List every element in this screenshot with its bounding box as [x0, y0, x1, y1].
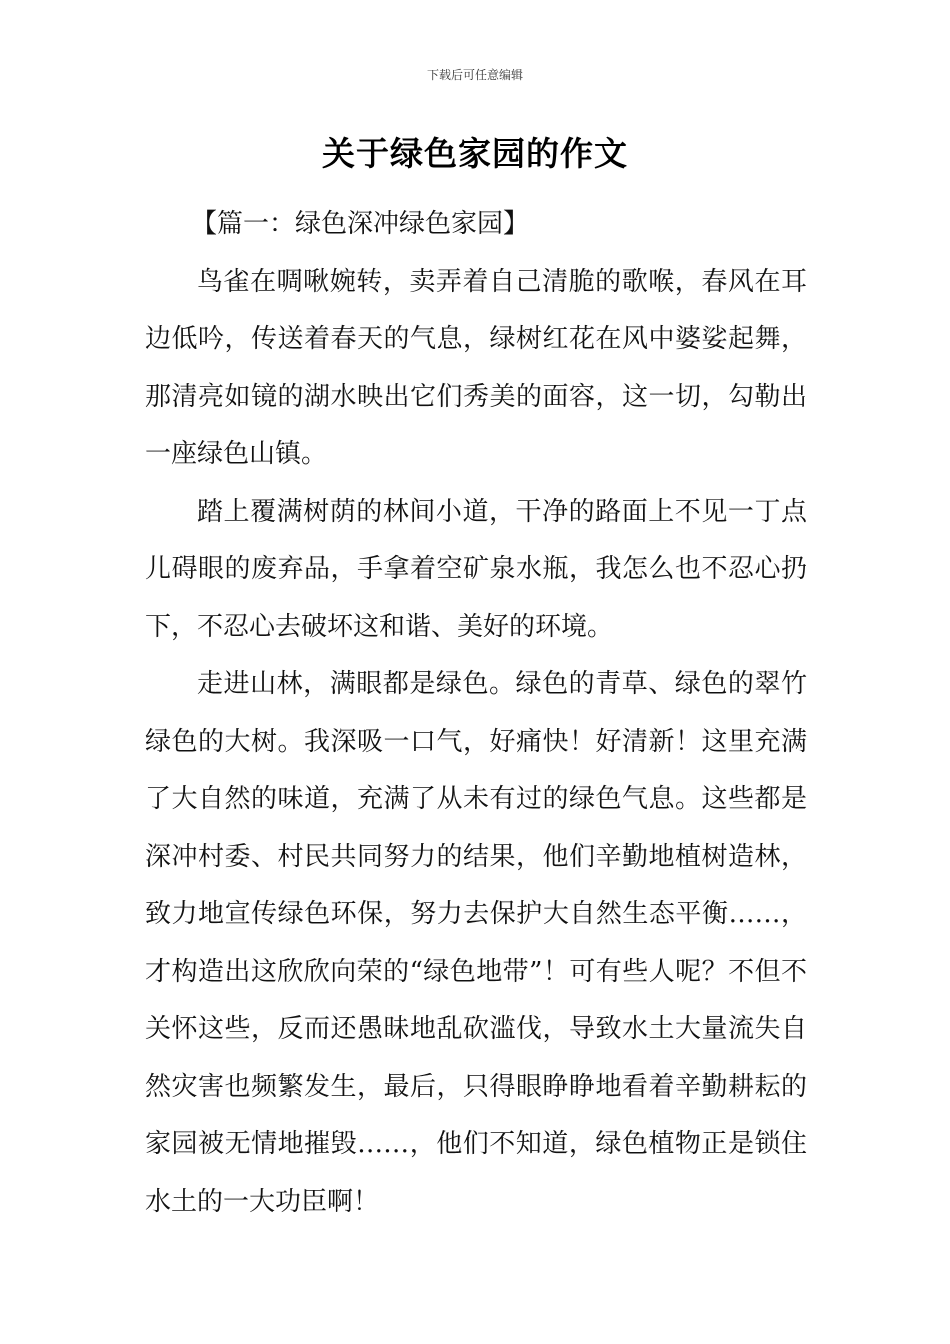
header-note: 下载后可任意编辑 [426, 68, 523, 82]
paragraph-3: 走进山林，满眼都是绿色。绿色的青草、绿色的翠竹绿色的大树。我深吸一口气，好痛快！好清新！这里充满了大自然的味道，充满了从未有过的绿色气息。这些都是深冲村委、村民共同努力的结果，他们辛勤地植树造林，致力地宣传绿色环保，努力去保护大自然生态平衡……，才构造出这欣欣向荣的“绿色地带”！可有些人呢？不但不关怀这些，反而还愚昧地乱砍滥伐，导致水土大量流失自然灾害也频繁发生，最后，只得眼睁睁地看着辛勤耕耘的家园被无情地摧毁……，他们不知道，绿色植物正是锁住水土的一大功臣啊！ [145, 669, 807, 1217]
page-title: 关于绿色家园的作文 [322, 134, 628, 173]
paragraph-2: 踏上覆满树荫的林间小道，干净的路面上不见一丁点儿碍眼的废弃品，手拿着空矿泉水瓶，我怎么也不忍心扔下，不忍心去破坏这和谐、美好的环境。 [145, 496, 807, 642]
article-body [145, 196, 807, 1231]
paragraph-1: 鸟雀在啁啾婉转，卖弄着自己清脆的歌喉，春风在耳边低吟，传送着春天的气息，绿树红花在风中婆娑起舞，那清亮如镜的湖水映出它们秀美的面容，这一切，勾勒出一座绿色山镇。 [145, 266, 807, 469]
section-heading: 【篇一：绿色深冲绿色家园】 [191, 209, 530, 239]
